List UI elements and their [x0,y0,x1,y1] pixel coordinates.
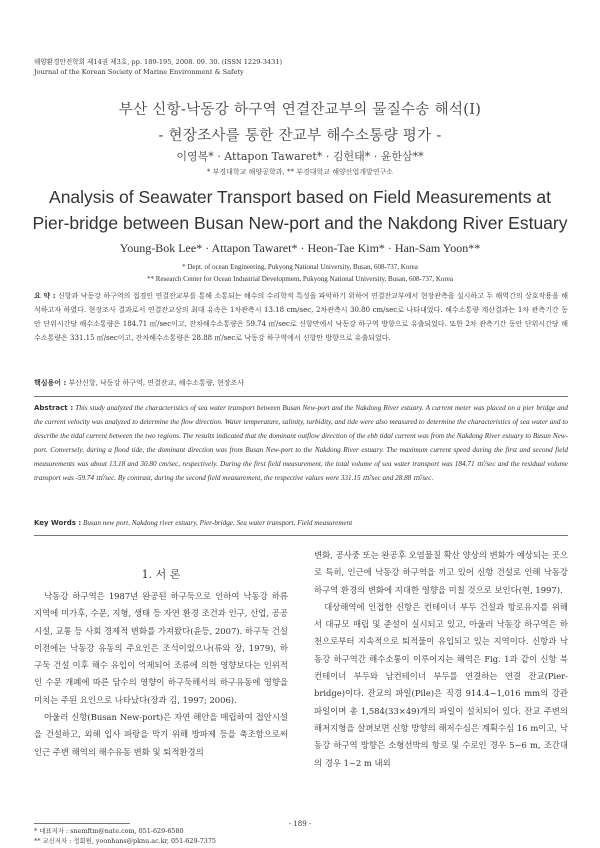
english-abstract-text: This study analyzed the characteristics of sea water transport between Busan New-port and the Nakdong River estuary. A current meter was placed on a pier bridge and the current velocity was analyzed to determine the flow direction. Water temperature, salinity, turbidity, and tide were also measured to determine the characteristics of sea water and to describe the tidal current between the two regions. The results indicated that the dominant outflow direction of the ebb tidal current was from the Nakdong River estuary to Busan New-port. Conversely, during a flood tide, the dominant direction was from Busan New-port to the Nakdong River estuary. The maximum current speed during the first and second field measurements was about 13.18 and 30.80 cm/sec, respectively. During the first field measurement, the total volume of sea water transport was 184.71 ㎥/sec and the residual volume transport was -59.74 ㎥/sec. By contrast, during the second field measurement, the respective values were 331.15 ㎥/sec and 28.88 ㎥/sec. [34,404,569,482]
korean-abstract [34,289,568,345]
journal-citation: 해양환경안전학회 제14권 제3호, pp. 189-195, 2008. 09. 30. (ISSN 1229-3431) [34,58,283,66]
english-authors: Young-Bok Lee* · Attapon Tawaret* · Heon-Tae Kim* · Han-Sam Yoon** [119,241,481,255]
page-number: - 189 - [288,820,312,828]
korean-keywords [34,376,568,390]
journal-name: Journal of the Korean Society of Marine Environment & Safety [34,68,244,76]
korean-abstract-label: 요 약 : [34,292,56,300]
footnote-corresponding: * 대표저자 : snemftm@nate.com, 051-629-6580 [34,827,184,835]
intro-paragraph-2: 아울러 신항(Busan New-port)은 자연 해안을 매립하여 접안시설을 건설하고, 외해 입사 파랑을 막기 위해 방파제 등을 축조함으로써 인근 주변 해역의 해수유동 변화 및 퇴적환경의 [34,712,288,757]
korean-keywords-label: 핵심용어 : [34,379,67,387]
english-title-line1: Analysis of Seawater Transport based on Field Measurements at [49,187,551,207]
divider-top [34,396,568,397]
english-keywords-label: Key Words : [34,519,82,527]
intro-paragraph-4: 대상해역에 인접한 신항은 컨테이너 부두 건설과 항로유지를 위해서 대규모 매립 및 준설이 실시되고 있고, 아울러 낙동강 하구역은 하천으로부터 지속적으로 퇴적물이 유입되고 있는 지역이다. 신항과 낙동강 하구역간 해수소통이 이루어지는 해역은 Fig. 1과 같이 신항 북컨테이너 부두와 남컨테이너 부두를 연결하는 연결 잔교(Pier-bridge)이다. 잔교의 파일(Pile)은 직경 914.4~1,016 mm의 강관파일이며 총 1,584(33×49)개의 파일이 설치되어 있다. 잔교 주변의 해저지형을 살펴보면 신항 방향의 해저수심은 계획수심 16 m이고, 낙동강 하구역 방향은 소형선박의 항로 및 수로인 경우 5~6 m, 조간대의 경우 1~2 m 내외 [314,601,568,768]
korean-abstract-text: 신항과 낙동강 하구역의 접경인 연결잔교부를 통해 소통되는 해수의 수리학적 특성을 파악하기 위하여 연결잔교부에서 현장관측을 실시하고 두 해역간의 상호작용을 해석하고자 하였다. 현장조사 결과로서 연결잔교상의 최대 유속은 1차관측시 13.18 cm/sec, 2차관측시 30.80 cm/sec로 나타내었다. 해수소통량 계산결과는 1차 관측기간 동안 단위시간당 해수소통량은 184.71 ㎥/sec이고, 잔차해수소통량은 59.74 ㎥/sec로 신항만에서 낙동강 하구역 방향으로 유출되었다. 또한 2차 관측기간 동안 단위시간당 해수소통량은 331.15 ㎥/sec이고, 잔차해수소통량은 28.88 ㎥/sec로 낙동강 하구역에서 신항만 방향으로 유출되었다. [34,292,568,342]
korean-authors: 이영복* · Attapon Tawaret* · 김헌태* · 윤한삼** [176,150,424,163]
journal-header [34,57,282,77]
korean-subtitle: - 현장조사를 통한 잔교부 해수소통량 평가 - [158,128,442,144]
right-column [314,547,568,772]
english-keywords-text: Busan new port, Nakdong river estuary, Pier-bridge, Sea water transport, Field measurement [83,519,353,527]
english-affiliation-1: * Dept. of ocean Engineering, Pukyong National University, Busan, 608-737, Korea [182,263,418,271]
korean-affiliation: * 부경대학교 해양공학과, ** 부경대학교 해양산업개발연구소 [206,168,394,176]
intro-paragraph-3: 변화, 공사중 또는 완공후 오염물질 확산 양상의 변화가 예상되는 곳으로 특히, 인근에 낙동강 하구역을 끼고 있어 신항 건설로 인해 낙동강 하구역 환경의 변화에 지대한 영향을 미칠 것으로 보인다(현, 1997). [314,550,568,595]
english-abstract-label: Abstract : [34,404,74,412]
intro-paragraph-1: 낙동강 하구역은 1987년 완공된 하구둑으로 인하여 낙동강 하류 지역에 미가후, 수문, 지형, 생태 등 자연 환경 조건과 인구, 산업, 공공시설, 교통 등 사회 경제적 변화를 가져왔다(윤등, 2007). 하구둑 건설 이전에는 낙동강 유동의 주요인은 조석이었으나(류와 장, 1979), 하구둑 건설 이후 해수 유입이 억제되어 조류에 의한 영향보다는 인위적인 수문 개폐에 따른 담수의 영향이 하구둑해서의 하구유동에 영향을 미치는 주된 요인으로 나타났다(장과 김, 1997; 2006). [34,591,288,705]
english-affiliation-2: ** Research Center for Ocean Industrial Development, Pukyong National University, Busan, 608-737, Korea [147,275,453,283]
english-keywords [34,516,568,530]
korean-title: 부산 신항-낙동강 하구역 연결잔교부의 물질수송 해석(I) [118,102,482,118]
divider-bottom [34,535,568,536]
left-column [34,588,288,761]
footnote-contact: ** 교신저자 : 정회원, yoonhans@pknu.ac.kr, 051-629-7375 [34,837,216,845]
korean-keywords-text: 부산신항, 낙동강 하구역, 연결잔교, 해수소통량, 현장조사 [68,379,245,387]
english-abstract [34,401,568,485]
section-heading-introduction: 1. 서 론 [141,568,181,581]
english-title-line2: Pier-bridge between Busan New-port and the Nakdong River Estuary [32,213,568,233]
